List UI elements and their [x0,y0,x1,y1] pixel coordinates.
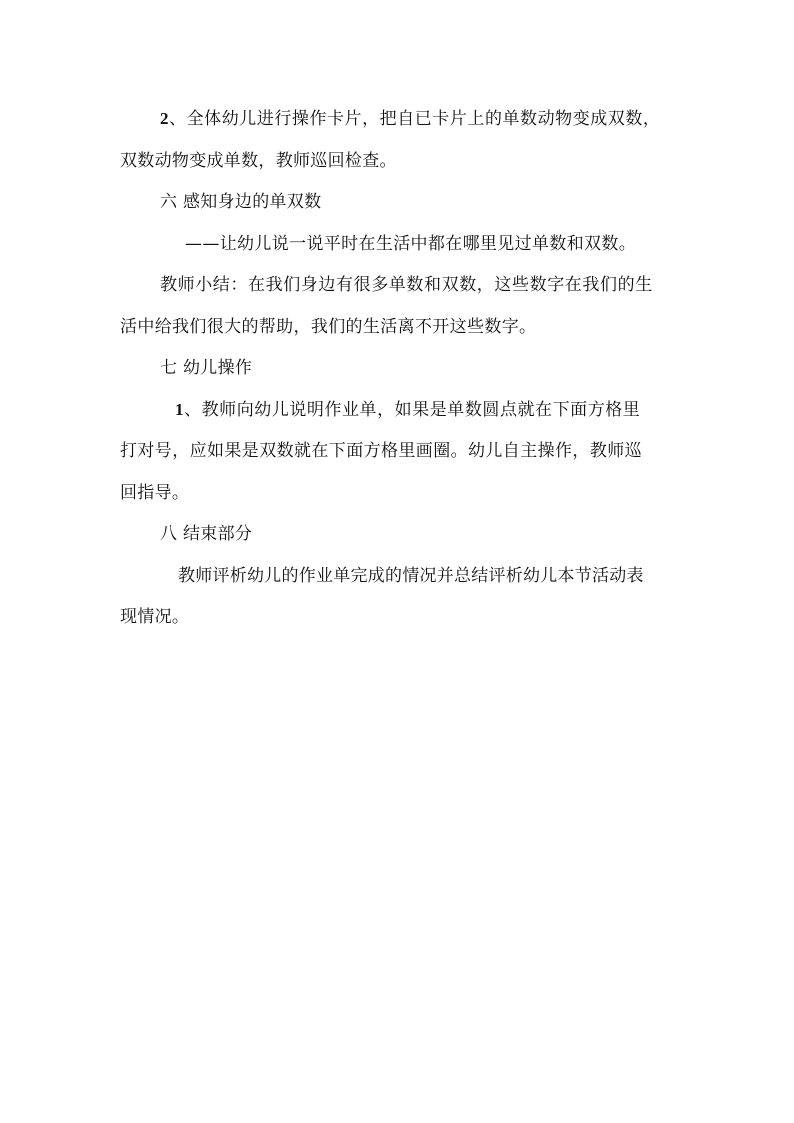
paragraph-line: 教师小结：在我们身边有很多单数和双数，这些数字在我们的生 [160,275,653,295]
section-heading-6: 六 感知身边的单双数 [160,192,322,212]
section-heading-7: 七 幼儿操作 [160,358,253,378]
paragraph-line [175,399,640,421]
paragraph-line: 教师评析幼儿的作业单完成的情况并总结评析幼儿本节活动表 [178,566,644,586]
line-text: 、全体幼儿进行操作卡片，把自已卡片上的单数动物变成双数， [169,109,661,129]
paragraph-line: 双数动物变成单数，教师巡回检查。 [120,151,397,171]
paragraph-line: 活中给我们很大的帮助，我们的生活离不开这些数字。 [120,317,537,337]
paragraph-line [160,108,660,130]
list-number: 1 [175,400,185,419]
paragraph-line: 现情况。 [120,607,190,627]
section-heading-8: 八 结束部分 [160,524,253,544]
paragraph-line: 打对号，应如果是双数就在下面方格里画圈。幼儿自主操作，教师巡 [120,441,642,461]
paragraph-line: 回指导。 [120,483,190,503]
paragraph-line: ——让幼儿说一说平时在生活中都在哪里见过单数和双数。 [185,234,637,254]
line-text: 、教师向幼儿说明作业单，如果是单数圆点就在下面方格里 [184,400,641,420]
list-number: 2 [160,109,170,128]
